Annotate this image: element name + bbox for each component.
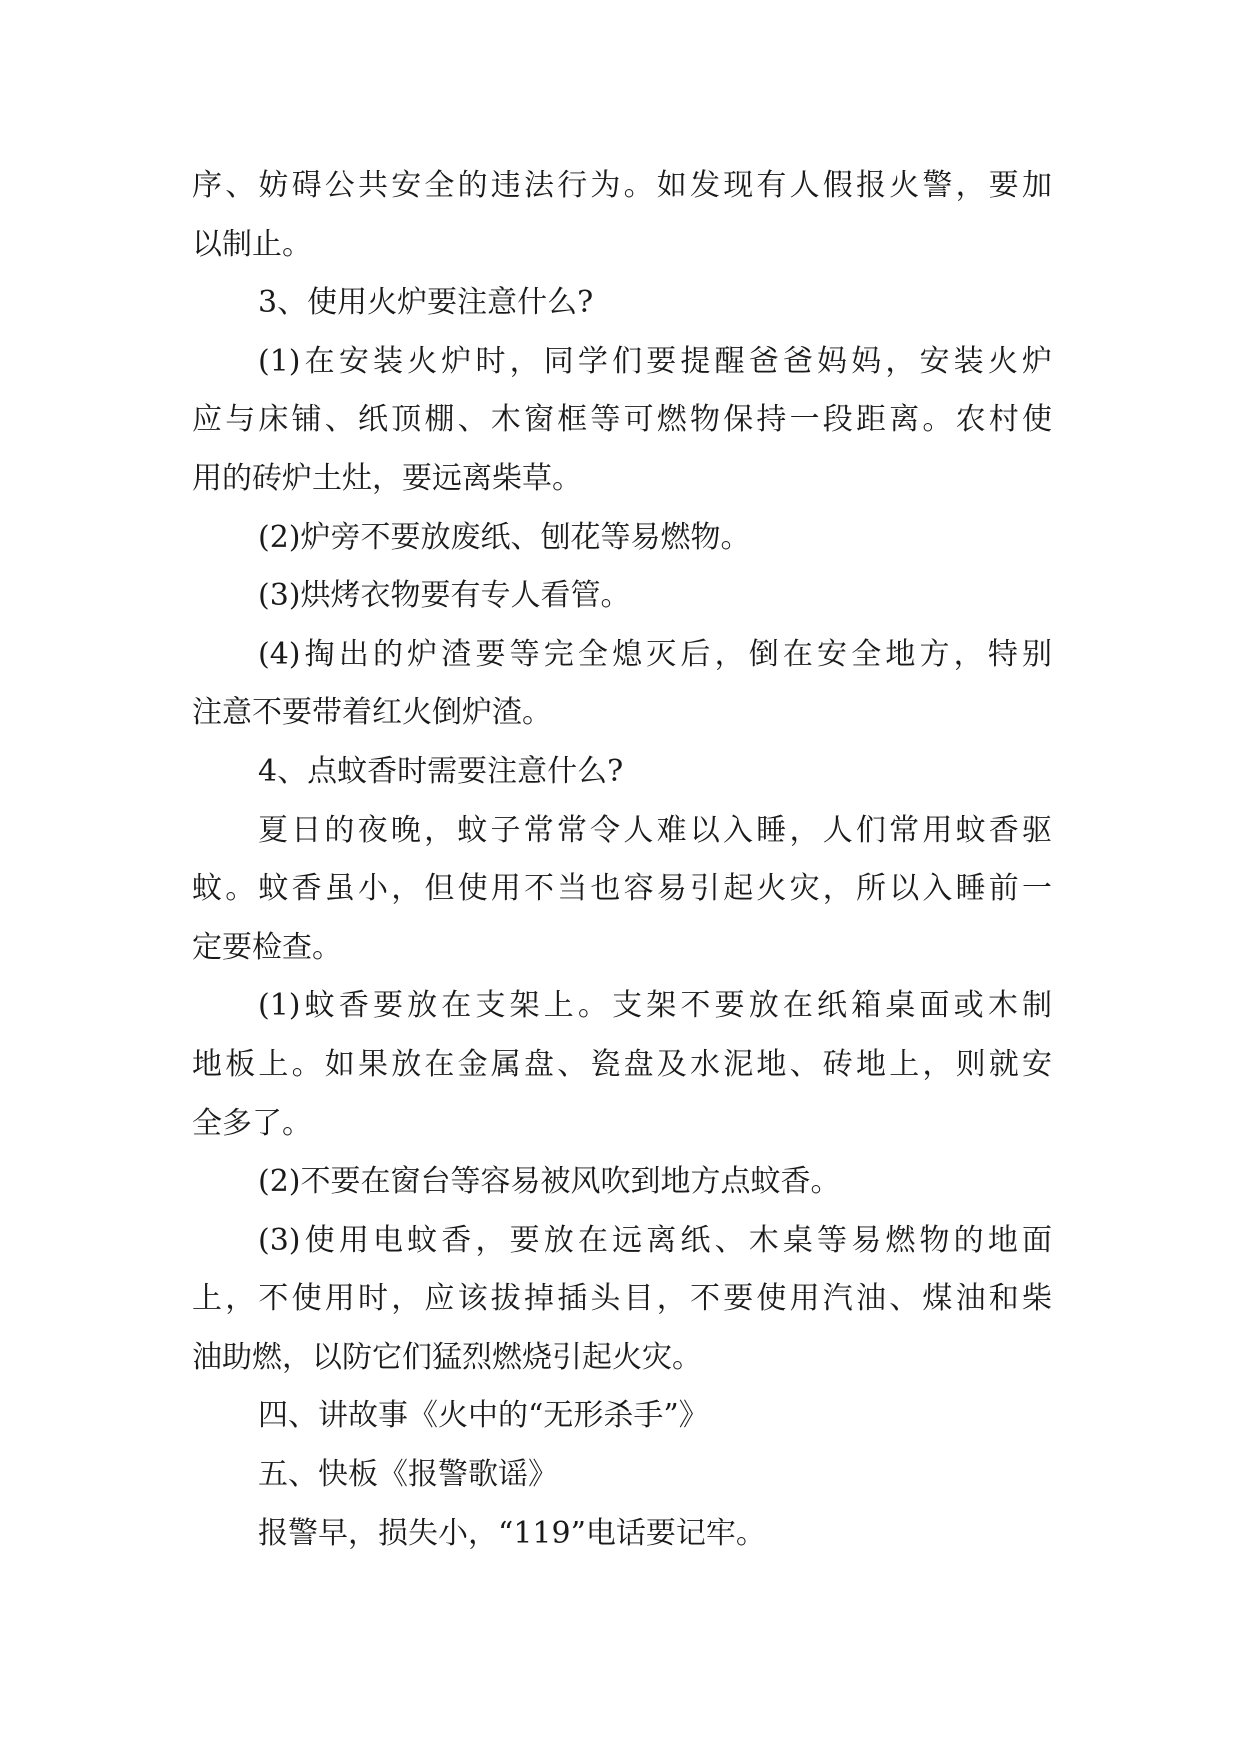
section-heading: 五、快板《报警歌谣》 — [258, 1457, 558, 1493]
text-line: 应与床铺、纸顶棚、木窗框等可燃物保持一段距离。农村使 — [192, 402, 1052, 438]
text-line: 报警早，损失小，“119”电话要记牢。 — [258, 1515, 766, 1551]
text-line: 全多了。 — [192, 1105, 312, 1141]
text-line: (2)不要在窗台等容易被风吹到地方点蚊香。 — [258, 1164, 841, 1200]
text-line: (3)使用电蚊香，要放在远离纸、木桌等易燃物的地面 — [258, 1222, 1052, 1258]
text-line: 上，不使用时，应该拔掉插头目，不要使用汽油、煤油和柴 — [192, 1281, 1052, 1317]
text-line: (1)在安装火炉时，同学们要提醒爸爸妈妈，安装火炉 — [258, 343, 1052, 379]
section-heading: 3、使用火炉要注意什么? — [258, 285, 594, 321]
section-heading: 4、点蚊香时需要注意什么? — [258, 753, 624, 789]
text-line: (2)炉旁不要放废纸、刨花等易燃物。 — [258, 519, 751, 555]
text-line: 注意不要带着红火倒炉渣。 — [192, 695, 552, 731]
text-line: 蚊。蚊香虽小，但使用不当也容易引起火灾，所以入睡前一 — [192, 871, 1052, 907]
text-line: 地板上。如果放在金属盘、瓷盘及水泥地、砖地上，则就安 — [192, 1046, 1052, 1082]
text-line: 序、妨碍公共安全的违法行为。如发现有人假报火警，要加 — [192, 168, 1052, 203]
text-line: 以制止。 — [192, 226, 312, 262]
text-line: (4)掏出的炉渣要等完全熄灭后，倒在安全地方，特别 — [258, 636, 1052, 672]
document-body — [192, 157, 1052, 1563]
text-line: 夏日的夜晚，蚊子常常令人难以入睡，人们常用蚊香驱 — [258, 812, 1052, 848]
text-line: 用的砖炉土灶，要远离柴草。 — [192, 460, 582, 496]
text-line: (1)蚊香要放在支架上。支架不要放在纸箱桌面或木制 — [258, 988, 1052, 1024]
text-line: (3)烘烤衣物要有专人看管。 — [258, 578, 631, 614]
text-line: 定要检查。 — [192, 929, 342, 965]
text-line: 油助燃，以防它们猛烈燃烧引起火灾。 — [192, 1339, 702, 1375]
section-heading: 四、讲故事《火中的“无形杀手”》 — [258, 1398, 709, 1434]
